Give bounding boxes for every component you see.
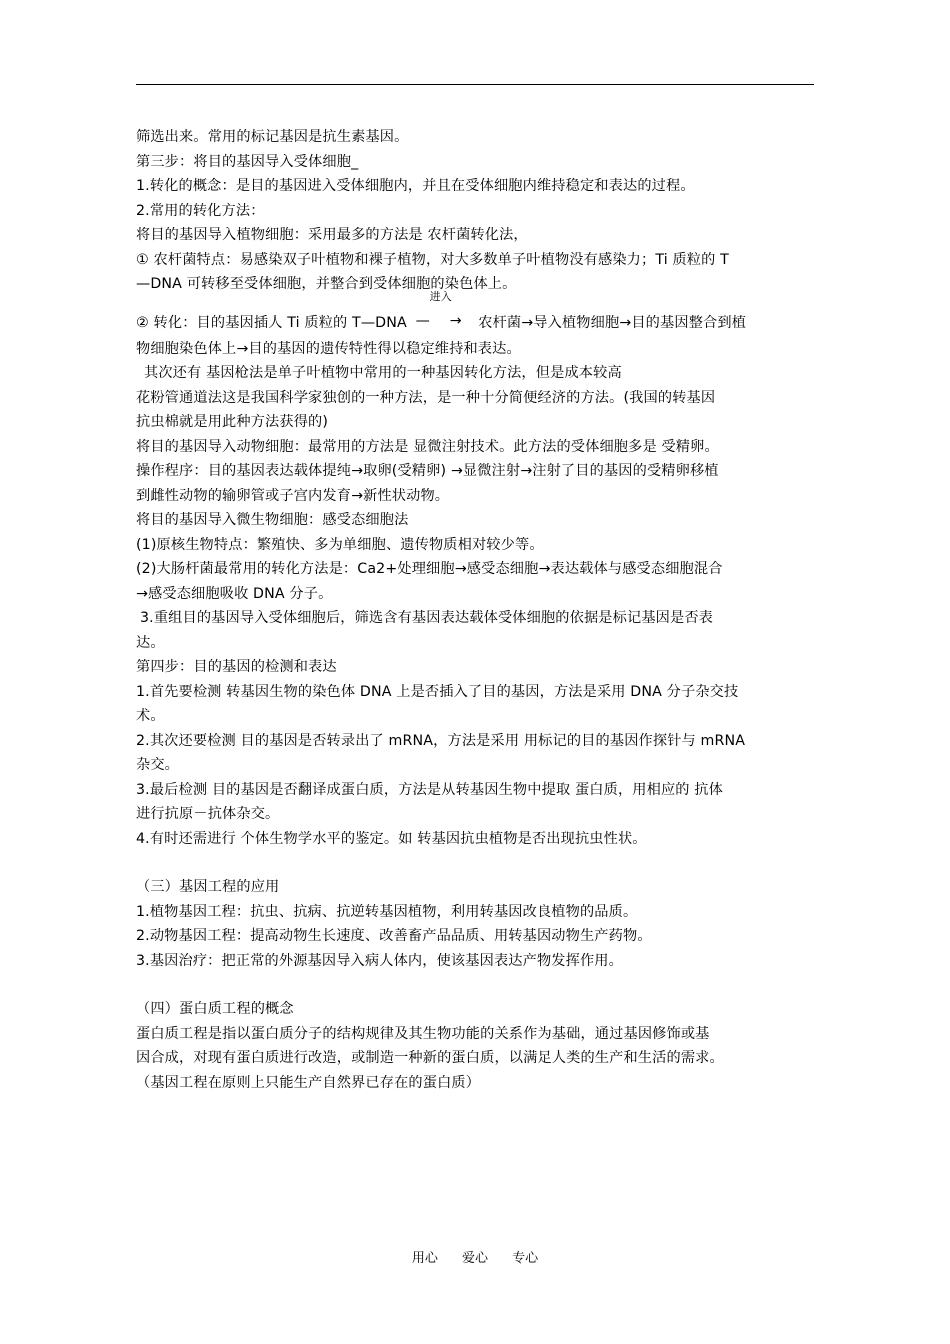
text-line: 其次还有 基因枪法是单子叶植物中常用的一种基因转化方法，但是成本较高 <box>144 365 622 381</box>
text-line: 蛋白质工程是指以蛋白质分子的结构规律及其生物功能的关系作为基础，通过基因修饰或基 <box>136 1025 710 1042</box>
text-line: 因合成，对现有蛋白质进行改造，或制造一种新的蛋白质，以满足人类的生产和生活的需求。 <box>136 1050 724 1066</box>
text-segment: ② 转化：目的基因插人 Ti 质粒的 T—DNA <box>136 314 407 331</box>
text-line: —DNA 可转移至受体细胞，并整合到受体细胞的染色体上。 <box>136 276 517 292</box>
text-line: 4.有时还需进行 个体生物学水平的鉴定。如 转基因抗虫植物是否出现抗虫性状。 <box>136 830 647 847</box>
footer-text: 专心 <box>512 1251 539 1266</box>
spacer <box>136 851 816 875</box>
arrow-label: 进入 <box>429 289 452 303</box>
text-line: 进行抗原－抗体杂交。 <box>136 806 280 822</box>
document-body <box>136 125 816 1095</box>
text-line: 1.首先要检测 转基因生物的染色体 DNA 上是否插入了目的基因，方法是采用 DNA 分子杂交技 <box>136 683 739 700</box>
text-line: 花粉管通道法这是我国科学家独创的一种方法，是一种十分简便经济的方法。(我国的转基因 <box>136 389 716 406</box>
transformation-line <box>136 289 816 337</box>
text-line: 到雌性动物的输卵管或子宫内发育→新性状动物。 <box>136 487 450 504</box>
text-line: →感受态细胞吸收 DNA 分子。 <box>136 585 333 602</box>
arrow-dash: — <box>415 312 430 329</box>
header-rule <box>136 84 814 85</box>
section-heading: 第三步：将目的基因导入受体细胞_ <box>136 153 359 170</box>
text-line: 将目的基因导入微生物细胞：感受态细胞法 <box>136 512 409 528</box>
section-heading: （三）基因工程的应用 <box>136 879 280 895</box>
text-segment: 农杆菌→导入植物细胞→目的基因整合到植 <box>478 314 747 331</box>
enter-arrow <box>412 289 474 329</box>
text-line: 1.植物基因工程：抗虫、抗病、抗逆转基因植物，利用转基因改良植物的品质。 <box>136 903 638 920</box>
page-footer <box>0 1247 950 1266</box>
section-heading: 第四步：目的基因的检测和表达 <box>136 659 337 675</box>
text-line: ① 农杆菌特点：易感染双子叶植物和裸子植物，对大多数单子叶植物没有感染力；Ti 质粒的 T <box>136 251 729 268</box>
text-line: 将目的基因导入植物细胞：采用最多的方法是 农杆菌转化法， <box>136 227 528 243</box>
text-line: 物细胞染色体上→目的基因的遗传特性得以稳定维持和表达。 <box>136 340 521 357</box>
text-line: 达。 <box>136 634 165 651</box>
text-line: 操作程序：目的基因表达载体提纯→取卵(受精卵) →显微注射→注射了目的基因的受精卵移植 <box>136 463 719 479</box>
text-line: 1.转化的概念：是目的基因进入受体细胞内，并且在受体细胞内维持稳定和表达的过程。 <box>136 178 695 194</box>
text-line: 将目的基因导入动物细胞：最常用的方法是 显微注射技术。此方法的受体细胞多是 受精卵。 <box>136 438 719 455</box>
arrow-head-icon: → <box>449 312 462 329</box>
text-line: 术。 <box>136 708 165 724</box>
text-line: 3.重组目的基因导入受体细胞后，筛选含有基因表达载体受体细胞的依据是标记基因是否表 <box>140 610 714 626</box>
text-line: (1)原核生物特点：繁殖快、多为单细胞、遗传物质相对较少等。 <box>136 536 544 553</box>
footer-text: 爱心 <box>461 1251 488 1266</box>
text-line: 筛选出来。常用的标记基因是抗生素基因。 <box>136 129 409 145</box>
text-line: 3.最后检测 目的基因是否翻译成蛋白质，方法是从转基因生物中提取 蛋白质，用相应的 抗体 <box>136 781 723 798</box>
text-line: 2.动物基因工程：提高动物生长速度、改善畜产品品质、用转基因动物生产药物。 <box>136 928 652 944</box>
text-line: 2.常用的转化方法： <box>136 202 265 219</box>
spacer <box>136 973 816 997</box>
section-heading: （四）蛋白质工程的概念 <box>136 1001 294 1017</box>
text-line: 3.基因治疗：把正常的外源基因导入病人体内，使该基因表达产物发挥作用。 <box>136 952 623 969</box>
text-line: 2.其次还要检测 目的基因是否转录出了 mRNA，方法是采用 用标记的目的基因作探针与 mRNA <box>136 732 746 749</box>
text-line: 抗虫棉就是用此种方法获得的) <box>136 414 329 430</box>
text-line: 杂交。 <box>136 757 180 773</box>
footer-text: 用心 <box>411 1251 438 1266</box>
text-line: (2)大肠杆菌最常用的转化方法是：Ca2+处理细胞→感受态细胞→表达载体与感受态细胞混合 <box>136 561 723 577</box>
text-line: （基因工程在原则上只能生产自然界已存在的蛋白质） <box>136 1074 481 1091</box>
